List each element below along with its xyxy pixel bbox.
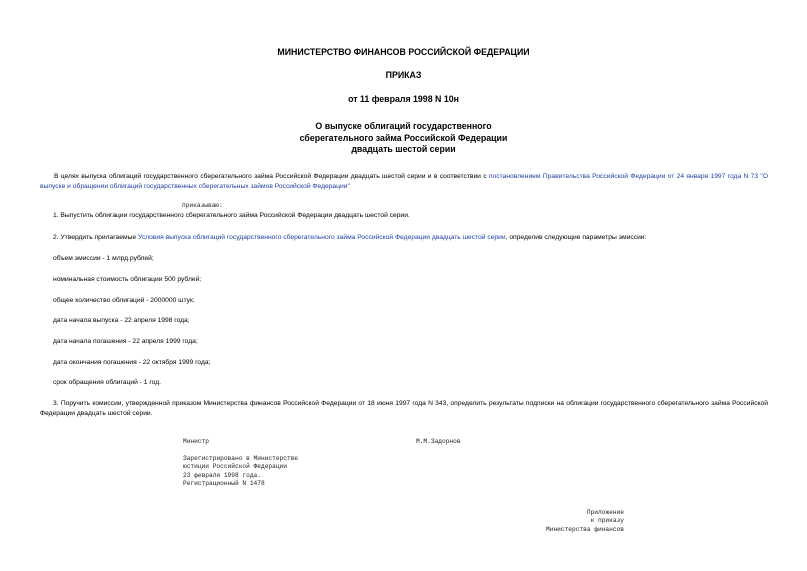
param-item: объем эмиссии - 1 млрд.рублей; [53,255,154,262]
param-item: дата окончания погашения - 22 октября 1999 года; [53,359,211,366]
item-2-suffix: , определив следующие параметры эмиссии: [505,234,647,241]
appendix-heading [546,509,624,534]
title-line-2: сберегательного займа Российской Федерации [299,132,508,143]
government-decree-link[interactable]: постановлением Правительства Российской Федерации от 24 января 1997 года N 73 "О выпуске и обращении облигаций государственных сберегательных займов Российской Федерации" [40,173,769,190]
item-2-prefix: 2. Утвердить прилагаемые [53,234,138,241]
registration-line: 23 февраля 1998 года. [183,471,261,479]
param-item: дата начала выпуска - 22 апреля 1998 года; [53,317,190,324]
registration-line: юстиции Российской Федерации [183,463,287,471]
signature-name: М.М.Задорнов [416,438,461,445]
title-line-1: О выпуске облигаций государственного [315,121,492,131]
document-type: ПРИКАЗ [385,70,422,80]
preamble-paragraph [40,172,768,192]
param-item: срок обращения облигаций - 1 год. [53,379,161,386]
registration-note [183,455,298,489]
issue-conditions-link[interactable]: Условия выпуска облигаций государственного сберегательного займа Российской Федерации двадцать шестой серии [137,234,506,241]
param-item: дата начала погашения - 22 апреля 1999 года; [53,338,198,345]
item-2 [53,233,646,243]
param-item: номинальная стоимость облигации 500 рублей; [53,276,202,283]
orders-word: приказываю: [182,202,223,209]
document-title [0,121,807,156]
ministry-heading: МИНИСТЕРСТВО ФИНАНСОВ РОССИЙСКОЙ ФЕДЕРАЦИИ [277,47,530,57]
document-date-number: от 11 февраля 1998 N 10н [348,94,459,104]
signature-position: Министр [183,438,209,445]
appendix-line: Министерства финансов [546,525,624,533]
item-3: 3. Поручить комиссии, утвержденной приказом Министерства финансов Российской Федерации от 18 июня 1997 года N 343, определить результаты подписки на облигации государственного сберегательного займа Российской Федерации двадцать шестой серии. [40,400,768,417]
registration-line: Регистрационный N 1478 [183,480,265,488]
registration-line: Зарегистрировано в Министерстве [183,455,299,462]
param-item: общее количество облигаций - 2000000 штук; [53,297,195,304]
preamble-text: В целях выпуска облигаций государственного сберегательного займа Российской Федерации двадцать шестой серии и в соответствии с [54,173,489,180]
appendix-line: к приказу [590,517,624,525]
title-line-3: двадцать шестой серии [351,144,456,154]
appendix-line: Приложение [586,509,624,516]
item-1: 1. Выпустить облигации государственного сберегательного займа Российской Федерации двадцать шестой серии. [53,212,410,219]
